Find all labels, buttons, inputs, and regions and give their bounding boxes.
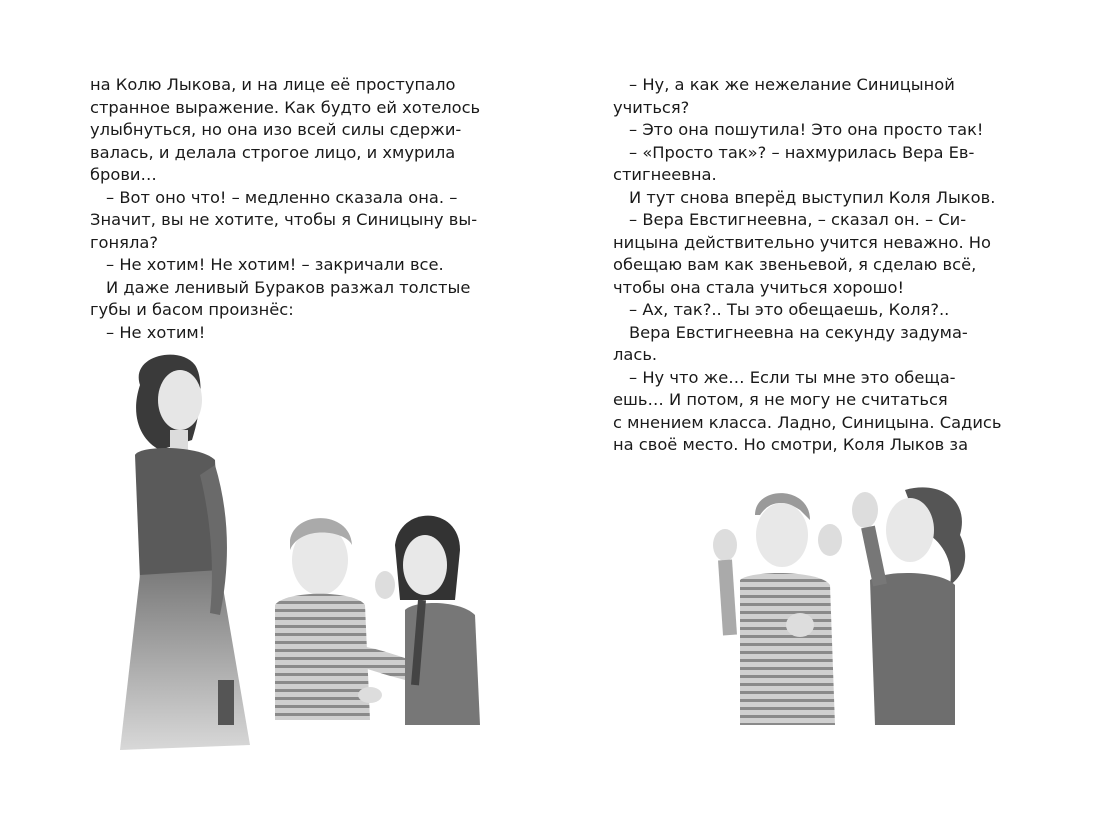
left-page-text bbox=[90, 74, 488, 344]
illustration-teacher-and-children bbox=[100, 345, 510, 755]
text-line: валась, и делала строгое лицо, и хмурила bbox=[90, 142, 456, 162]
text-line: лась. bbox=[613, 345, 658, 364]
text-line: обещаю вам как звеньевой, я сделаю всё, bbox=[613, 255, 977, 274]
text-line: на Колю Лыкова, и на лице её проступало bbox=[90, 75, 456, 94]
illustration-two-children bbox=[670, 475, 980, 735]
text-line: И тут снова вперёд выступил Коля Лыков. bbox=[629, 187, 996, 207]
girl-sinitsyna-figure bbox=[818, 487, 965, 725]
text-line: брови… bbox=[90, 165, 157, 184]
text-line: на своё место. Но смотри, Коля Лыков за bbox=[613, 435, 969, 454]
text-line: гоняла? bbox=[90, 232, 158, 252]
text-line: – Ну, а как же нежелание Синицыной bbox=[629, 75, 955, 94]
text-line: Вера Евстигнеевна на секунду задума- bbox=[629, 322, 968, 342]
text-line: – Вера Евстигнеевна, – сказал он. – Си- bbox=[629, 210, 967, 229]
teacher-figure bbox=[120, 355, 250, 750]
text-line: чтобы она стала учиться хорошо! bbox=[613, 277, 904, 297]
text-line: ешь… И потом, я не могу не считаться bbox=[613, 390, 948, 409]
text-line: – Ну что же… Если ты мне это обеща- bbox=[629, 367, 956, 387]
text-line: Значит, вы не хотите, чтобы я Синицыну вы- bbox=[90, 210, 478, 229]
girl-figure bbox=[375, 516, 480, 725]
boy-kolya-figure bbox=[713, 493, 835, 725]
right-page-text bbox=[613, 74, 1009, 457]
text-line: – Вот оно что! – медленно сказала она. – bbox=[106, 187, 458, 207]
text-line: И даже ленивый Бураков разжал толстые bbox=[106, 277, 471, 297]
text-line: ницына действительно учится неважно. Но bbox=[613, 232, 992, 252]
right-page bbox=[550, 0, 1100, 825]
text-line: улыбнуться, но она изо всей силы сдержи- bbox=[90, 120, 462, 139]
text-line: стигнеевна. bbox=[613, 165, 717, 184]
text-line: губы и басом произнёс: bbox=[90, 300, 294, 319]
text-line: – Это она пошутила! Это она просто так! bbox=[629, 120, 984, 139]
text-line: учиться? bbox=[613, 97, 690, 117]
text-line: – Не хотим! bbox=[106, 322, 206, 342]
text-line: – «Просто так»? – нахмурилась Вера Ев- bbox=[629, 142, 975, 162]
text-line: странное выражение. Как будто ей хотелось bbox=[90, 97, 481, 117]
text-line: с мнением класса. Ладно, Синицына. Садись bbox=[613, 412, 1002, 432]
text-line: – Не хотим! Не хотим! – закричали все. bbox=[106, 255, 444, 274]
text-line: – Ах, так?.. Ты это обещаешь, Коля?.. bbox=[629, 300, 950, 319]
